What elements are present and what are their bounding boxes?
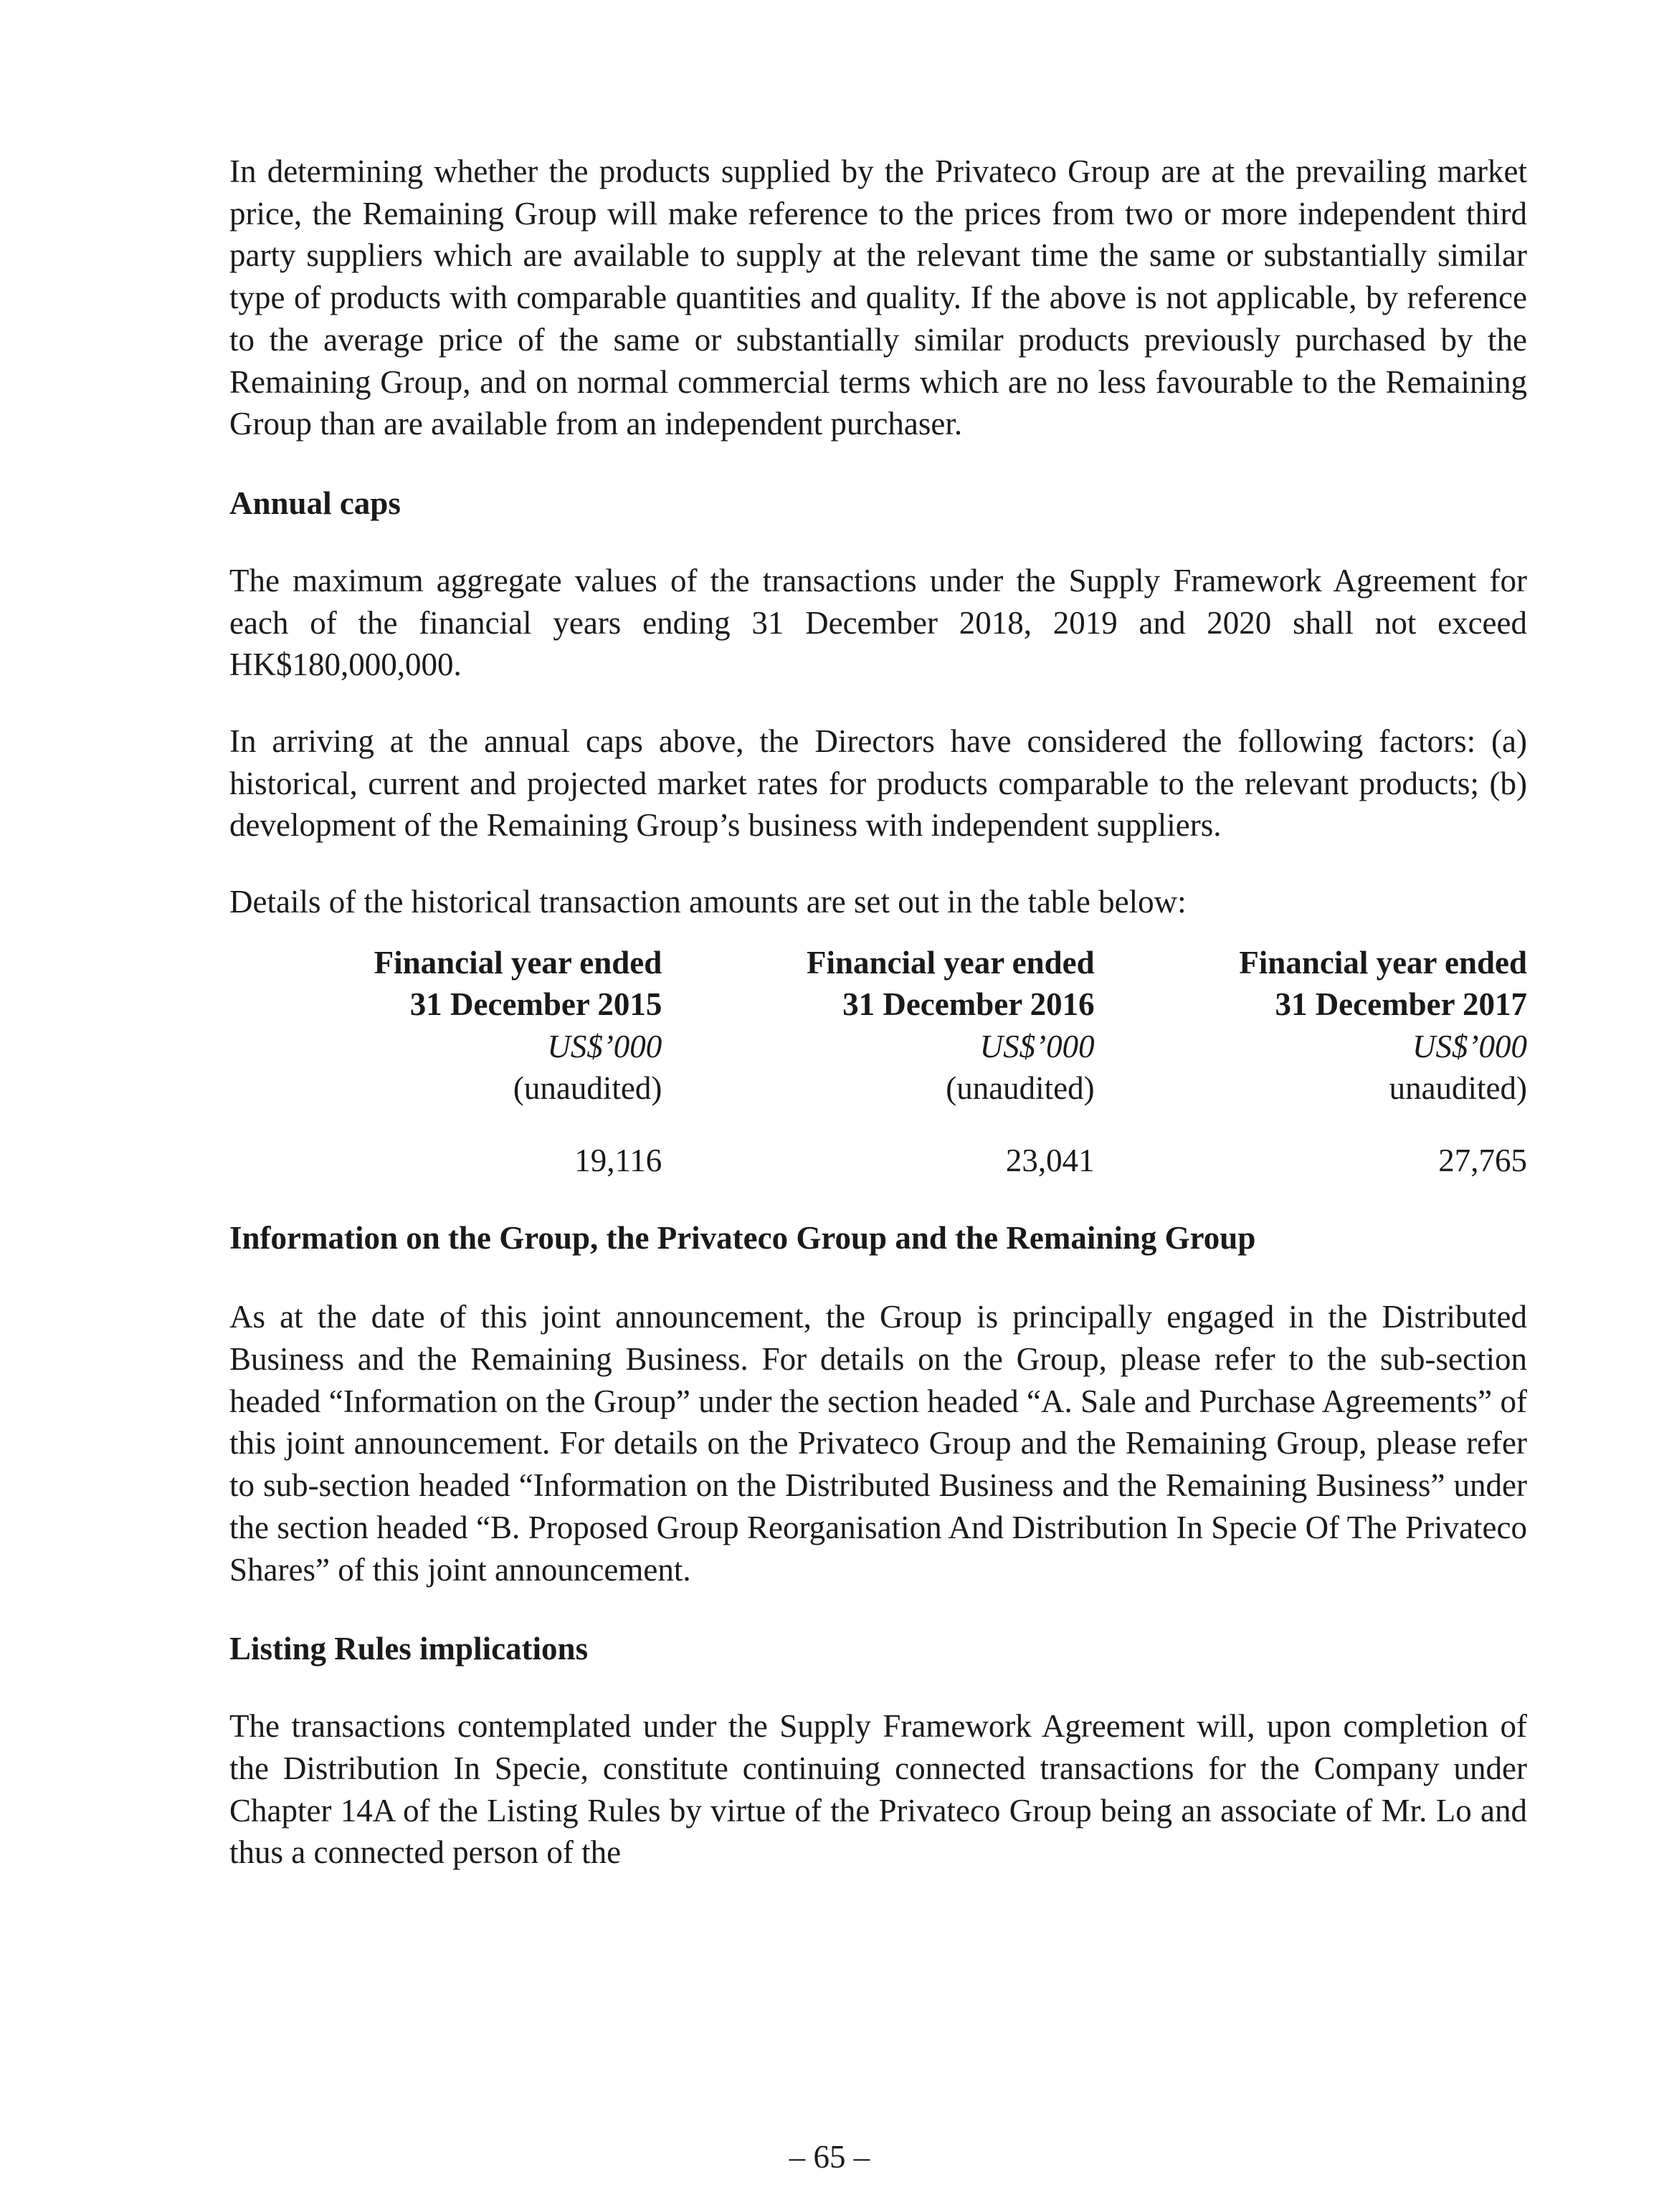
historical-transaction-table <box>229 942 1527 1182</box>
table-unit-row <box>229 1026 1527 1068</box>
annual-caps-heading: Annual caps <box>229 485 401 521</box>
col-2017-header-line2: 31 December 2017 <box>1275 986 1527 1023</box>
col-2016-value: 23,041 <box>1005 1142 1095 1178</box>
col-2015-header-line2: 31 December 2015 <box>409 986 662 1023</box>
col-2017-note: unaudited) <box>1389 1070 1527 1107</box>
col-2015-header-line1: Financial year ended <box>374 944 662 981</box>
col-2016-unit: US$’000 <box>979 1028 1095 1064</box>
table-header-row-2 <box>229 983 1527 1026</box>
col-2017-unit: US$’000 <box>1412 1028 1527 1064</box>
pricing-policy-paragraph: In determining whether the products supplied by the Privateco Group are at the prevailing market price, the Remaining Group will make reference to the prices from two or more independent third party suppliers which are available to supply at the relevant time the same or substantially similar type of products with comparable quantities and quality. If the above is not applicable, by reference to the average price of the same or substantially similar products previously purchased by the Remaining Group, and on normal commercial terms which are no less favourable to the Remaining Group than are available from an independent purchaser. <box>229 153 1527 442</box>
col-2015-value: 19,116 <box>574 1142 662 1178</box>
group-information-heading: Information on the Group, the Privateco Group and the Remaining Group <box>229 1220 1256 1257</box>
document-page <box>229 151 1527 1874</box>
listing-rules-heading: Listing Rules implications <box>229 1631 589 1667</box>
historical-amounts-intro: Details of the historical transaction amounts are set out in the table below: <box>229 884 1187 920</box>
col-2017-header-line1: Financial year ended <box>1239 944 1527 981</box>
col-2016-note: (unaudited) <box>946 1070 1095 1107</box>
col-2016-header-line1: Financial year ended <box>806 944 1095 981</box>
col-2016-header-line2: 31 December 2016 <box>842 986 1095 1023</box>
col-2015-unit: US$’000 <box>547 1028 662 1064</box>
col-2015-note: (unaudited) <box>513 1070 662 1107</box>
annual-caps-paragraph: The maximum aggregate values of the transactions under the Supply Framework Agreement for each of the financial years ending 31 December 2018, 2019 and 2020 shall not exceed HK$180,000,000. <box>229 562 1527 683</box>
col-2017-value: 27,765 <box>1438 1142 1527 1178</box>
listing-rules-paragraph: The transactions contemplated under the Supply Framework Agreement will, upon completion of the Distribution In Specie, constitute continuing connected transactions for the Company under Chapter 14A of the Listing Rules by virtue of the Privateco Group being an associate of Mr. Lo and thus a connected person of the <box>229 1708 1527 1871</box>
table-header-row-1 <box>229 942 1527 984</box>
page-number: – 65 – <box>789 2139 870 2175</box>
annual-caps-factors-paragraph: In arriving at the annual caps above, the Directors have considered the following factors: (a) historical, current and projected market rates for products comparable to the relevant products; (b) development of the Remaining Group’s business with independent suppliers. <box>229 723 1527 844</box>
table-value-row <box>229 1110 1527 1182</box>
group-information-paragraph: As at the date of this joint announcement, the Group is principally engaged in the Distributed Business and the Remaining Business. For details on the Group, please refer to the sub-section headed “Information on the Group” under the section headed “A. Sale and Purchase Agreements” of this joint announcement. For details on the Privateco Group and the Remaining Group, please refer to sub-section headed “Information on the Distributed Business and the Remaining Business” under the section headed “B. Proposed Group Reorganisation And Distribution In Specie Of The Privateco Shares” of this joint announcement. <box>229 1299 1527 1588</box>
table-note-row <box>229 1067 1527 1110</box>
